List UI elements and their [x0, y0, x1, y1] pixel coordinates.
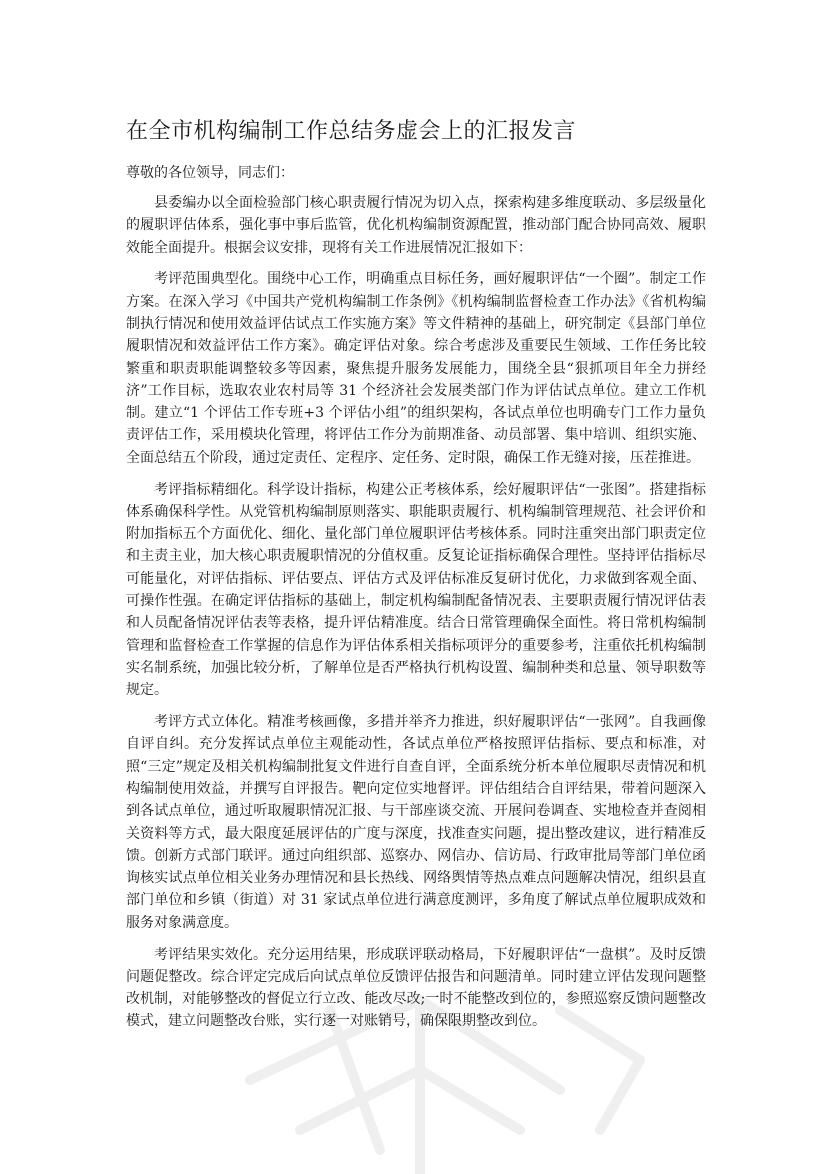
paragraph-scope: 考评范围典型化。围绕中心工作，明确重点目标任务，画好履职评估“一个圈”。制定工作方案。在深入学习《中国共产党机构编制工作条例》《机构编制监督检查工作办法》《省机构编制执行情况和使用效益评估试点工作实施方案》等文件精神的基础上，研究制定《县部门单位履职情况和效益评估工作方案》。确定评估对象。综合考虑涉及重要民生领域、工作任务比较繁重和职责职能调整较多等因素，聚焦提升服务发展能力，围绕全县“狠抓项目年全力拼经济”工作目标，选取农业农村局等 31 个经济社会发展类部门作为评估试点单位。建立工作机制。建立“1 个评估工作专班+3 个评估小组”的组织架构，各试点单位也明确专门工作力量负责评估工作，采用模块化管理，将评估工作分为前期准备、动员部署、集中培训、组织实施、全面总结五个阶段，通过定责任、定程序、定任务、定时限，确保工作无缝对接，压茬推进。	[126, 271, 706, 466]
paragraph-indicators: 考评指标精细化。科学设计指标，构建公正考核体系，绘好履职评估“一张图”。搭建指标体系确保科学性。从党管机构编制原则落实、职能职责履行、机构编制管理规范、社会评价和附加指标五个方面优化、细化、量化部门单位履职评估考核体系。同时注重突出部门职责定位和主责主业，加大核心职责履职情况的分值权重。反复论证指标确保合理性。坚持评估指标尽可能量化，对评估指标、评估要点、评估方式及评估标准反复研讨优化，力求做到客观全面、可操作性强。在确定评估指标的基础上，制定机构编制配备情况表、主要职责履行情况评估表和人员配备情况评估表等表格，提升评估精准度。结合日常管理确保全面性。将日常机构编制管理和监督检查工作掌握的信息作为评估体系相关指标项评分的重要参考，注重依托机构编制实名制系统，加强比较分析，了解单位是否严格执行机构设置、编制种类和总量、领导职数等规定。	[126, 481, 706, 699]
paragraph-methods: 考评方式立体化。精准考核画像，多措并举齐力推进，织好履职评估“一张网”。自我画像自评自纠。充分发挥试点单位主观能动性，各试点单位严格按照评估指标、要点和标准，对照“三定”规定及相关机构编制批复文件进行自查自评，全面系统分析本单位履职尽责情况和机构编制使用效益，并撰写自评报告。靶向定位实地督评。评估组结合自评结果，带着问题深入到各试点单位，通过听取履职情况汇报、与干部座谈交流、开展问卷调查、实地检查并查阅相关资料等方式，最大限度延展评估的广度与深度，找准查实问题，提出整改建议，进行精准反馈。创新方式部门联评。通过向组织部、巡察办、网信办、信访局、行政审批局等部门单位函询核实试点单位相关业务办理情况和县长热线、网络舆情等热点难点问题解决情况，组织县直部门单位和乡镇（街道）对 31 家试点单位进行满意度测评，多角度了解试点单位履职成效和服务对象满意度。	[126, 714, 706, 931]
document-body	[126, 116, 706, 1042]
paragraph-results: 考评结果实效化。充分运用结果，形成联评联动格局，下好履职评估“一盘棋”。及时反馈问题促整改。综合评定完成后向试点单位反馈评估报告和问题清单。同时建立评估发现问题整改机制，对能够整改的督促立行立改、能改尽改;一时不能整改到位的，参照巡察反馈问题整改模式，建立问题整改台账，实行逐一对账销号，确保限期整改到位。	[126, 946, 706, 1030]
document-title: 在全市机构编制工作总结务虚会上的汇报发言	[126, 119, 577, 144]
salutation: 尊敬的各位领导，同志们：	[126, 165, 294, 181]
paragraph-intro: 县委编办以全面检验部门核心职责履行情况为切入点，探索构建多维度联动、多层级量化的履职评估体系，强化事中事后监管，优化机构编制资源配置，推动部门配合协同高效、履职效能全面提升。根据会议安排，现将有关工作进展情况汇报如下：	[126, 195, 706, 256]
